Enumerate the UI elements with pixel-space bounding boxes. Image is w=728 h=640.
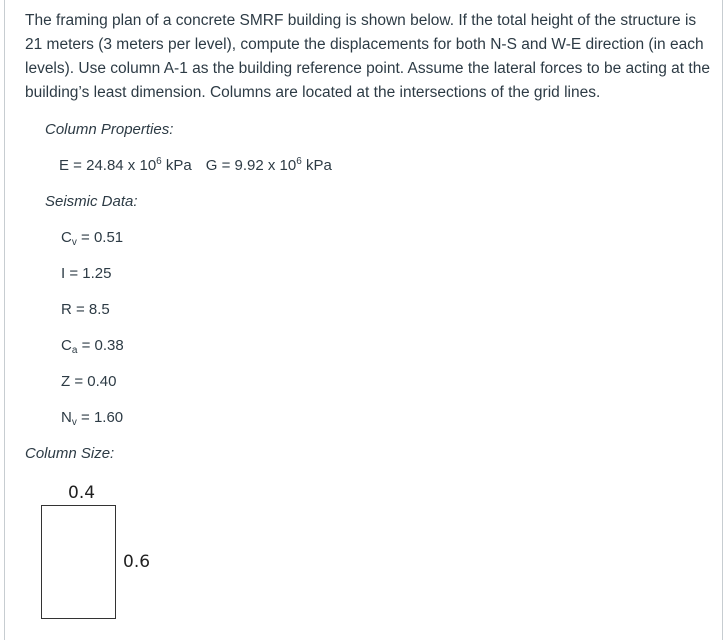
column-properties-heading: Column Properties: xyxy=(45,121,174,138)
r-value: R = 8.5 xyxy=(61,301,110,318)
z-value: Z = 0.40 xyxy=(61,373,117,390)
column-depth-label: 0.6 xyxy=(123,552,151,572)
column-section-diagram xyxy=(41,505,116,619)
g-modulus: G = 9.92 x $10^6$ kPa xyxy=(205,156,332,174)
e-modulus: E = 24.84 x $10^6$ kPa xyxy=(59,156,192,174)
i-value: I = 1.25 xyxy=(61,265,112,282)
seismic-data-heading: Seismic Data: xyxy=(45,193,138,210)
ca-value: $C_a = 0.38$ xyxy=(61,337,124,356)
problem-statement: The framing plan of a concrete SMRF building is shown below. If the total height of the structure is 21 meters (3 meters per level), compute the displacements for both N-S and W-E direction (in each levels). Use column A-1 as the building reference point. Assume the lateral forces to be acting at the building’s least dimension. Columns are located at the intersections of the grid lines. xyxy=(25,12,710,101)
modulus-line xyxy=(59,157,332,174)
nv-value: $N_v = 1.60$ xyxy=(61,409,124,428)
column-size-heading: Column Size: xyxy=(25,445,115,462)
column-width-label: 0.4 xyxy=(68,483,96,503)
cv-value: $C_v = 0.51$ xyxy=(61,229,124,248)
